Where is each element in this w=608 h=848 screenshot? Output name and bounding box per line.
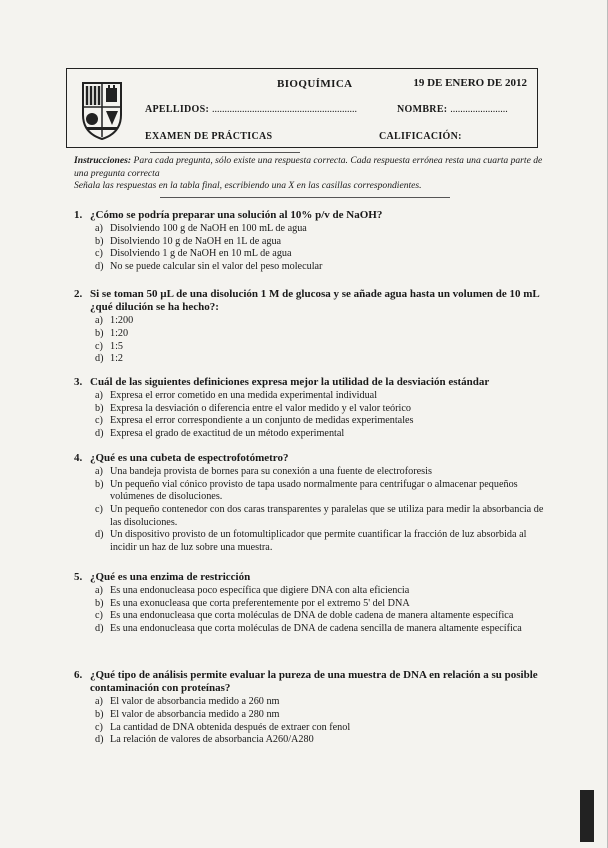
question-number: 1. xyxy=(74,209,83,221)
option-a: a) 1:200 xyxy=(95,315,134,327)
nombre-value: ....................... xyxy=(450,104,508,115)
question-number: 5. xyxy=(74,571,83,583)
instructions-line2: Señala las respuestas en la tabla final, escribiendo una X en las casillas correspondientes. xyxy=(74,180,422,191)
question-text: Cuál de las siguientes definiciones expresa mejor la utilidad de la desviación estándar xyxy=(90,376,490,388)
option-b: b) 1:20 xyxy=(95,328,129,339)
question-2 xyxy=(74,288,544,366)
question-4 xyxy=(74,452,544,554)
apellidos-value: .......................................................... xyxy=(211,104,357,115)
scan-mark xyxy=(580,790,594,842)
question-5 xyxy=(74,571,544,636)
question-6 xyxy=(74,669,544,747)
option-d: d) Un dispositivo provisto de un fotomultiplicador que permite cuantificar la fracción de luz absorbida al incidir un haz de luz sobre una muestra. xyxy=(95,529,527,553)
option-c: c) Expresa el error correspondiente a un conjunto de medidas experimentales xyxy=(95,415,414,427)
option-b: b) Expresa la desviación o diferencia entre el valor medido y el valor teórico xyxy=(95,402,411,414)
question-text: ¿Qué es una cubeta de espectrofotómetro? xyxy=(90,452,289,464)
instructions-line1: Para cada pregunta, sólo existe una respuesta correcta. Cada respuesta errónea resta una cuarta parte de una pregunta correcta xyxy=(74,155,543,179)
divider xyxy=(150,152,300,153)
option-d: d) Expresa el grado de exactitud de un método experimental xyxy=(95,427,345,439)
option-d: d) La relación de valores de absorbancia A260/A280 xyxy=(95,734,314,746)
option-b: b) Un pequeño vial cónico provisto de tapa usado normalmente para centrifugar o almacenar pequeños volúmenes de disoluciones. xyxy=(95,478,518,503)
nombre-field xyxy=(397,104,508,115)
option-a: a) Es una endonucleasa poco específica que digiere DNA con alta eficiencia xyxy=(95,585,410,597)
nombre-label: NOMBRE: xyxy=(397,104,448,115)
question-number: 6. xyxy=(74,669,83,681)
option-c: c) Disolviendo 1 g de NaOH en 10 mL de agua xyxy=(95,248,292,260)
option-b: b) El valor de absorbancia medido a 280 nm xyxy=(95,709,280,720)
question-number: 4. xyxy=(74,452,83,464)
option-a: a) Disolviendo 100 g de NaOH en 100 mL de agua xyxy=(95,223,307,235)
question-text: ¿Qué es una enzima de restricción xyxy=(90,571,251,583)
exam-type: EXAMEN DE PRÁCTICAS xyxy=(145,131,273,142)
apellidos-field xyxy=(145,104,357,115)
exam-date: 19 DE ENERO DE 2012 xyxy=(413,77,527,89)
option-c: c) La cantidad de DNA obtenida después de extraer con fenol xyxy=(95,721,351,733)
option-b: b) Disolviendo 10 g de NaOH en 1L de agua xyxy=(95,235,282,247)
question-text: ¿Qué tipo de análisis permite evaluar la pureza de una muestra de DNA en relación a su posible contaminación con proteínas? xyxy=(90,669,538,695)
apellidos-label: APELLIDOS: xyxy=(145,104,210,115)
question-text: Si se toman 50 µL de una disolución 1 M de glucosa y se añade agua hasta un volumen de 10 mL ¿qué dilución se ha hecho?: xyxy=(90,288,540,314)
option-a: a) Una bandeja provista de bornes para su conexión a una fuente de electroforesis xyxy=(95,466,432,478)
option-d: d) Es una endonucleasa que corta moléculas de DNA de cadena sencilla de manera altamente específica xyxy=(95,622,522,634)
university-crest-icon xyxy=(79,77,125,141)
question-number: 3. xyxy=(74,376,83,388)
calificacion-label: CALIFICACIÓN: xyxy=(379,131,462,142)
subject-title: BIOQUÍMICA xyxy=(277,78,353,90)
instructions xyxy=(74,155,544,193)
option-a: a) El valor de absorbancia medido a 260 nm xyxy=(95,696,280,708)
exam-header xyxy=(66,68,538,148)
question-3 xyxy=(74,376,544,441)
option-d: d) No se puede calcular sin el valor del peso molecular xyxy=(95,260,323,272)
option-d: d) 1:2 xyxy=(95,353,124,365)
question-number: 2. xyxy=(74,288,83,300)
divider xyxy=(160,197,450,198)
option-b: b) Es una exonucleasa que corta preferentemente por el extremo 5' del DNA xyxy=(95,597,410,609)
question-1 xyxy=(74,209,544,274)
option-c: c) Un pequeño contenedor con dos caras transparentes y paralelas que se utiliza para medir la absorbancia de las disoluciones. xyxy=(95,503,544,528)
option-c: c) Es una endonucleasa que corta moléculas de DNA de doble cadena de manera altamente específica xyxy=(95,610,514,622)
instructions-label: Instrucciones: xyxy=(74,155,132,166)
option-a: a) Expresa el error cometido en una medida experimental individual xyxy=(95,390,378,402)
question-text: ¿Cómo se podría preparar una solución al 10% p/v de NaOH? xyxy=(90,209,383,221)
option-c: c) 1:5 xyxy=(95,340,124,352)
